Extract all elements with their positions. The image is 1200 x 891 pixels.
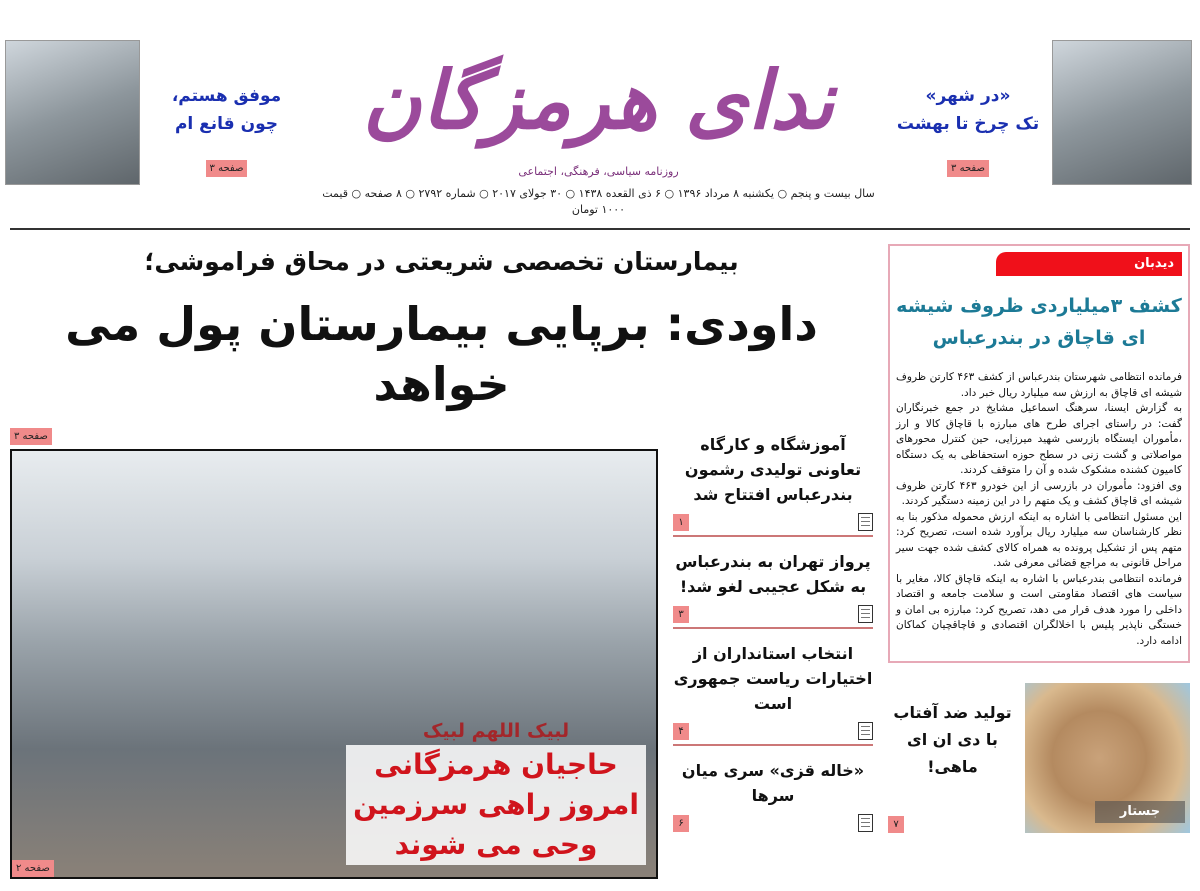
sidebar-paragraph: فرمانده انتظامی بندرعباس با اشاره به اینکه قاچاق کالا، مغایر با سیاست های اقتصاد مقاومتی است و سلامت جامعه و اقتصاد داخلی را مورد هدف قرار می دهد، تصریح کرد: مبارزه بی امان و خستگی ناپذیر پلیس با اخلالگران اقتصادی و قاچاقچیان کماکان ادامه دارد.	[896, 572, 1182, 647]
middle-column	[673, 414, 873, 879]
sidebar-paragraph: وی افزود: مأموران در بازرسی از این خودرو ۴۶۳ کارتن ظروف شیشه ای قاچاق کشف و یک متهم را در این زمینه دستگیر کردند.	[896, 479, 1183, 507]
lead-kicker: بیمارستان تخصصی شریعتی در محاق فراموشی؛	[144, 247, 739, 276]
middle-item[interactable]	[673, 750, 873, 836]
lead-story	[10, 244, 873, 414]
bottom-right-text	[888, 683, 1017, 833]
middle-item-title: پرواز تهران به بندرعباس به شکل عجیبی لغو شد!	[675, 552, 871, 596]
lead-page-badge: صفحه ۳	[10, 428, 52, 445]
sidebar-paragraph: فرمانده انتظامی شهرستان بندرعباس از کشف ۴۶۳ کارتن ظروف شیشه ای قاچاق به ارزش سه میلیارد ریال خبر داد.	[896, 371, 1183, 399]
sidebar-body	[896, 370, 1182, 649]
middle-item[interactable]	[673, 541, 873, 633]
watermark: جستار	[1095, 801, 1185, 823]
teaser-left-page-badge: صفحه ۳	[206, 160, 248, 177]
photo-story-kicker: لبیک اللهم لبیک	[422, 720, 570, 742]
page-badge: ۶	[673, 815, 689, 832]
sunscreen-sand-photo	[1025, 683, 1190, 833]
page-badge: ۴	[673, 723, 689, 740]
middle-item[interactable]	[673, 633, 873, 750]
page-badge: ۷	[888, 816, 904, 833]
teaser-right-line1: «در شهر»	[925, 86, 1011, 106]
teaser-left-line1: موفق هستم،	[171, 86, 282, 106]
teaser-left-headline[interactable]	[148, 40, 305, 180]
teaser-right-headline[interactable]	[892, 40, 1044, 180]
teaser-right-line2: تک چرخ تا بهشت	[896, 114, 1040, 134]
teaser-left[interactable]	[5, 40, 305, 185]
front-page-body	[0, 230, 1200, 889]
sidebar-box	[888, 244, 1190, 663]
photo-story[interactable]	[346, 717, 646, 865]
photo-story-line: وحی می شوند	[346, 825, 646, 865]
sidebar-title[interactable]: کشف ۳میلیاردی ظروف شیشه ای قاچاق در بندرعباس	[896, 295, 1182, 349]
photo-column	[10, 414, 658, 879]
teaser-left-photo	[5, 40, 140, 185]
hajj-airport-photo	[10, 449, 658, 879]
document-icon	[858, 513, 873, 531]
teaser-right[interactable]	[892, 40, 1192, 185]
masthead-subtitle: روزنامه سیاسی، فرهنگی، اجتماعی	[518, 165, 679, 178]
bottom-right-headline[interactable]: تولید ضد آفتاب با دی ان ای ماهی!	[893, 703, 1012, 776]
document-icon	[858, 605, 873, 623]
photo-story-line: امروز راهی سرزمین	[346, 785, 646, 825]
middle-item-title: آموزشگاه و کارگاه تعاونی تولیدی رشمون بندرعباس افتتاح شد	[684, 435, 862, 504]
lead-headline[interactable]: داودی: برپایی بیمارستان پول می خواهد	[65, 297, 818, 411]
teaser-right-photo	[1052, 40, 1192, 185]
middle-item-title: انتخاب استانداران از اختیارات ریاست جمهوری است	[673, 644, 873, 713]
dateline: سال بیست و پنجم ○ یکشنبه ۸ مرداد ۱۳۹۶ ○ ۶ ذی القعده ۱۴۳۸ ○ ۳۰ جولای ۲۰۱۷ ○ شماره ۲۷۹۲ ○ ۸ صفحه ○ قیمت ۱۰۰۰ تومان	[322, 187, 875, 216]
teaser-left-line2: چون قانع ام	[174, 114, 279, 134]
sidebar-paragraph: به گزارش ایسنا، سرهنگ اسماعیل مشایخ در جمع خبرنگاران گفت: در راستای اجرای طرح های مبارزه با قاچاق کالا و ارز ،مأموران ایستگاه بازرسی شهید میرزایی، حین کنترل محورهای مواصلاتی و گشت زنی در سطح حوزه استحفاظی به یک دستگاه کامیون کشنده مشکوک شده و آن را متوقف کردند.	[896, 402, 1182, 476]
masthead	[0, 0, 1200, 224]
document-icon	[858, 722, 873, 740]
document-icon	[858, 814, 873, 832]
newspaper-logo: ندای هرمزگان	[362, 53, 835, 147]
sidebar-column	[888, 244, 1190, 879]
bottom-right-story[interactable]	[888, 683, 1190, 833]
sidebar-section-tab: دیدبان	[996, 252, 1182, 276]
sidebar-paragraph: این مسئول انتظامی با اشاره به اینکه ارزش محموله مذکور بنا به نظر کارشناسان سه میلیارد ریال برآورد شده است، تصریح کرد: متهم پس از تشکیل پرونده به همراه کالای کشف شده جهت سیر مراحل قانونی به مراجع قضائی معرفی شد.	[896, 510, 1182, 569]
divider	[673, 744, 873, 746]
middle-item-title: «خاله قزی» سری میان سرها	[681, 761, 865, 805]
photo-page-badge: صفحه ۲	[12, 860, 54, 877]
middle-item[interactable]	[673, 424, 873, 541]
teaser-right-page-badge: صفحه ۳	[947, 160, 989, 177]
page-badge: ۳	[673, 606, 689, 623]
photo-story-line: حاجیان هرمزگانی	[346, 745, 646, 785]
page-badge: ۱	[673, 514, 689, 531]
divider	[673, 535, 873, 537]
masthead-center	[305, 40, 892, 218]
divider	[673, 627, 873, 629]
